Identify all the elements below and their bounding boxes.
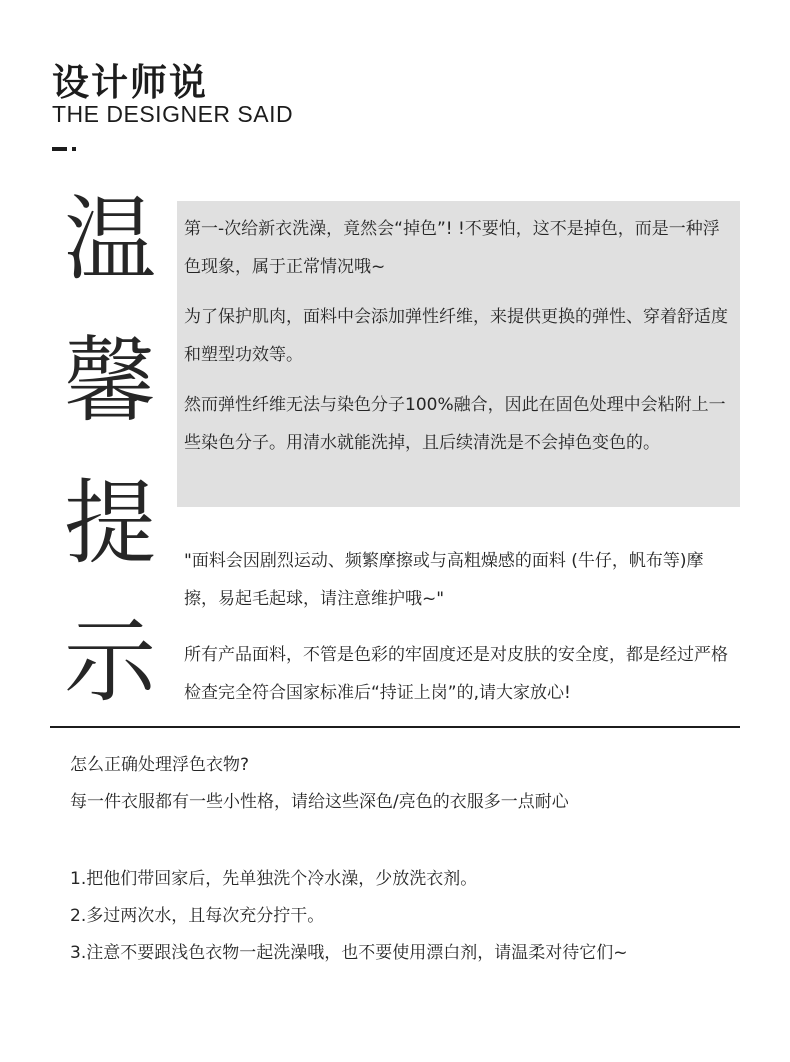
- vertical-title-char-4: 示: [63, 608, 156, 715]
- page-subtitle-en: THE DESIGNER SAID: [52, 101, 294, 127]
- decorative-dot: [72, 147, 76, 151]
- tip-paragraph-1: 第一-次给新衣洗澡，竟然会“掉色”! !不要怕，这不是掉色，而是一种浮色现象，属于正常情况哦~: [184, 219, 720, 277]
- decorative-dash: [52, 147, 67, 151]
- tip-paragraph-2: 为了保护肌肉，面料中会添加弹性纤维，来提供更换的弹性、穿着舒适度和塑型功效等。: [184, 307, 728, 365]
- care-question: 怎么正确处理浮色衣物?: [70, 755, 250, 775]
- tip-paragraph-3: 然而弹性纤维无法与染色分子100%融合，因此在固色处理中会粘附上一些染色分子。用清水就能洗掉，且后续清洗是不会掉色变色的。: [184, 395, 726, 453]
- page-title: 设计师说: [52, 61, 208, 104]
- care-step-1: 1.把他们带回家后，先单独洗个冷水澡，少放洗衣剂。: [70, 869, 478, 889]
- vertical-title-char-2: 馨: [63, 328, 156, 435]
- tip-paragraph-4: "面料会因剧烈运动、频繁摩擦或与高粗燥感的面料 (牛仔，帆布等)摩擦，易起毛起球，请注意维护哦~": [184, 551, 704, 609]
- section-divider: [50, 726, 740, 728]
- care-step-2: 2.多过两次水，且每次充分拧干。: [70, 906, 325, 926]
- vertical-title-char-1: 温: [63, 186, 156, 293]
- vertical-title-char-3: 提: [63, 470, 156, 577]
- care-step-3: 3.注意不要跟浅色衣物一起洗澡哦，也不要使用漂白剂，请温柔对待它们~: [70, 943, 628, 963]
- tip-paragraph-5: 所有产品面料，不管是色彩的牢固度还是对皮肤的安全度，都是经过严格检查完全符合国家标准后“持证上岗”的,请大家放心!: [184, 645, 728, 703]
- care-intro: 每一件衣服都有一些小性格，请给这些深色/亮色的衣服多一点耐心: [70, 792, 569, 812]
